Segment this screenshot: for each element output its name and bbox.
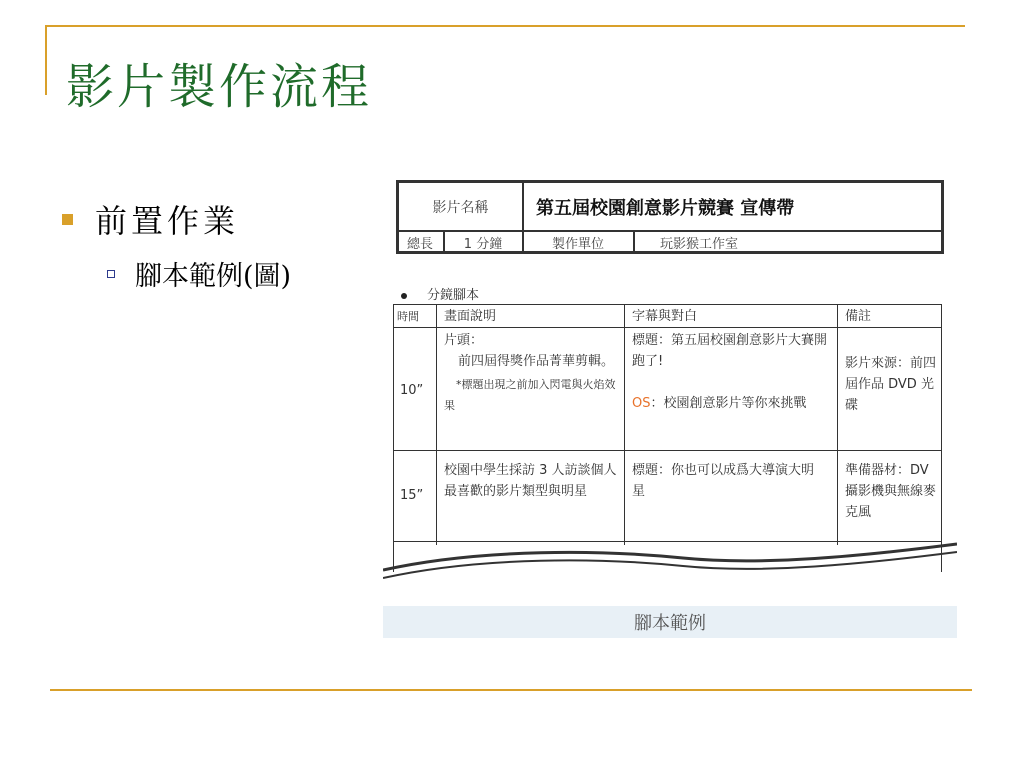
os-tag: OS (632, 396, 651, 411)
video-name-label: 影片名稱 (399, 183, 524, 230)
row2-remark: 準備器材：DV 攝影機與無線麥克風 (845, 463, 937, 520)
column-divider (624, 305, 625, 545)
figure-caption: 腳本範例 (634, 613, 706, 634)
row1-time: 10” (400, 383, 424, 398)
bullet-level2-text: 腳本範例(圖) (135, 261, 292, 292)
row1-scene (444, 330, 620, 416)
top-rule (45, 25, 965, 27)
storyboard-table (393, 304, 942, 572)
storyboard-label-text: 分鏡腳本 (427, 288, 480, 303)
square-bullet-icon (62, 214, 73, 225)
row2-subtitle: 標題：你也可以成爲大導演大明星 (632, 463, 815, 499)
row1-scene-desc: 前四屆得獎作品菁華剪輯。 (458, 354, 615, 369)
script-header-table (396, 180, 944, 254)
slide-title: 影片製作流程 (66, 59, 373, 115)
hollow-square-bullet-icon (107, 270, 115, 278)
production-unit-label: 製作單位 (551, 236, 604, 252)
column-header-scene: 畫面說明 (444, 309, 497, 324)
column-divider (436, 305, 437, 545)
row-divider (394, 450, 941, 451)
left-rule (45, 25, 47, 95)
bullet-level1-text: 前置作業 (95, 202, 240, 240)
production-unit-value: 玩影猴工作室 (659, 236, 738, 252)
header-row-info (399, 231, 941, 253)
row1-remark: 影片來源：前四屆作品 DVD 光碟 (845, 356, 937, 413)
row2-scene: 校園中學生採訪 3 人訪談個人最喜歡的影片類型與明星 (444, 463, 617, 499)
header-row-title (399, 183, 941, 232)
os-text: ：校園創意影片等你來挑戰 (650, 396, 807, 411)
column-header-subtitle: 字幕與對白 (632, 309, 698, 324)
column-header-remark: 備註 (845, 309, 872, 324)
length-label: 總長 (406, 236, 433, 252)
row-divider (394, 327, 941, 328)
row2-time: 15” (400, 488, 424, 503)
column-divider (837, 305, 838, 545)
bullet-level1 (62, 196, 239, 242)
torn-edge-wave (383, 538, 957, 588)
column-header-time: 時間 (397, 310, 419, 323)
bullet-level2 (107, 254, 291, 293)
script-example-figure (383, 178, 957, 638)
row1-scene-title: 片頭： (444, 333, 484, 348)
length-value: 1 分鐘 (463, 236, 503, 252)
storyboard-label (401, 284, 479, 303)
bullet-dot-icon (401, 293, 407, 299)
video-name-value: 第五屆校園創意影片競賽 宣傳帶 (536, 197, 795, 219)
header-separator (633, 231, 635, 253)
row1-subtitle-title: 標題：第五屆校園創意影片大賽開跑了! (632, 333, 828, 369)
bottom-rule (50, 689, 972, 691)
row1-subtitle (632, 330, 834, 414)
row1-subtitle-os (632, 393, 834, 414)
row1-scene-note: *標題出現之前加入閃電與火焰效果 (444, 378, 616, 412)
